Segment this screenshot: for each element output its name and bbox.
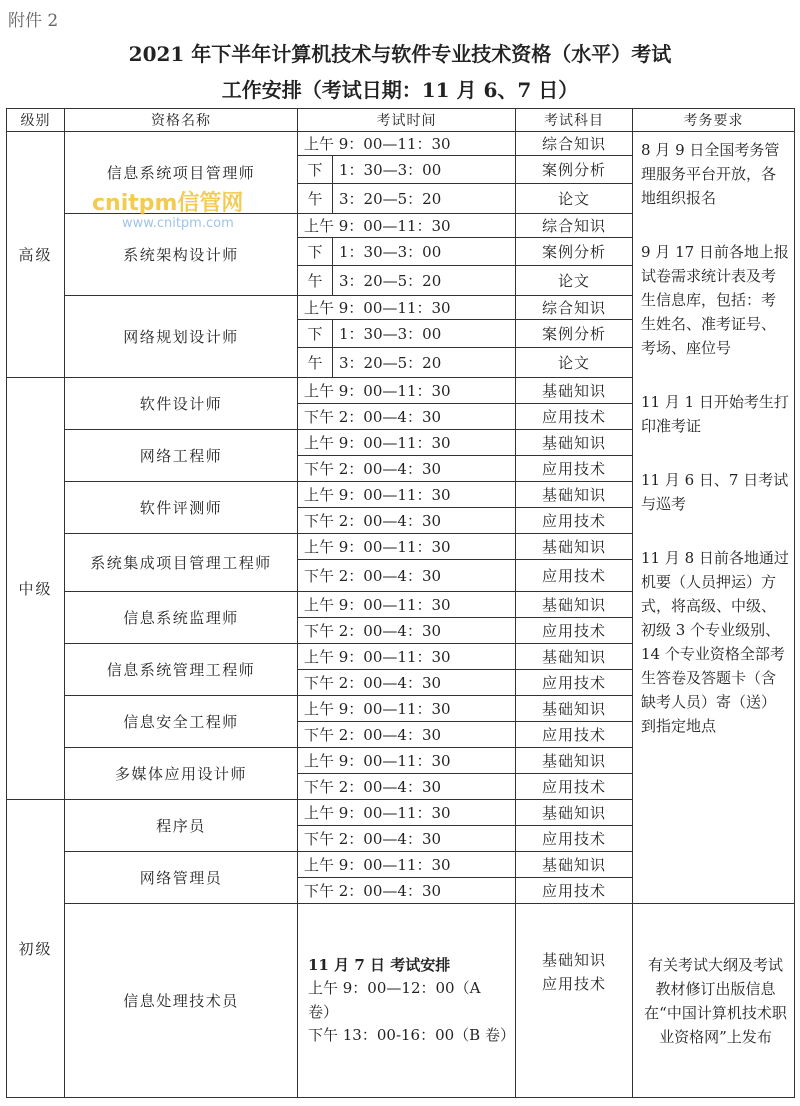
qualification-name: 网络规划设计师	[65, 296, 298, 378]
exam-subject: 案例分析	[516, 156, 633, 184]
exam-time-pm: 下午 2：00—4：30	[298, 670, 516, 696]
exam-subject: 基础知识	[516, 800, 633, 826]
exam-time-am: 上午 9：00—11：30	[298, 696, 516, 722]
exam-time-am: 上午 9：00—11：30	[298, 378, 516, 404]
exam-subject: 应用技术	[516, 618, 633, 644]
exam-subject: 基础知识	[516, 852, 633, 878]
exam-time-am: 上午 9：00—11：30	[298, 644, 516, 670]
pm-label-bottom: 午	[298, 266, 333, 296]
exam-time-pm2: 3：20—5：20	[333, 348, 516, 378]
header-exam-time: 考试时间	[298, 109, 516, 132]
table-row	[7, 132, 795, 156]
exam-subject: 应用技术	[516, 456, 633, 482]
exam-time-am: 上午 9：00—11：30	[298, 800, 516, 826]
level-junior: 初级	[7, 800, 65, 1098]
exam-subject: 应用技术	[516, 722, 633, 748]
qualification-name: 信息安全工程师	[65, 696, 298, 748]
exam-subject: 基础知识	[516, 644, 633, 670]
exam-time-pm: 下午 2：00—4：30	[298, 456, 516, 482]
qualification-name: 软件设计师	[65, 378, 298, 430]
level-intermediate: 中级	[7, 378, 65, 800]
attachment-label: 附件 2	[8, 11, 59, 31]
exam-subject: 应用技术	[516, 404, 633, 430]
qualification-name: 网络工程师	[65, 430, 298, 482]
qualification-name: 信息系统监理师	[65, 592, 298, 644]
exam-subject: 综合知识	[516, 296, 633, 320]
exam-time-am: 上午 9：00—11：30	[298, 748, 516, 774]
exam-time-pm2: 3：20—5：20	[333, 184, 516, 214]
qualification-name: 网络管理员	[65, 852, 298, 904]
requirement-item: 11 月 6 日、7 日考试与巡考	[641, 471, 789, 513]
requirement-item: 11 月 8 日前各地通过机要（人员押运）方式，将高级、中级、初级 3 个专业级别、14 个专业资格全部考生答卷及答题卡（含缺考人员）寄（送）到指定地点	[641, 549, 789, 735]
exam-subject: 基础知识	[516, 748, 633, 774]
exam-time-am: 上午 9：00—11：30	[298, 430, 516, 456]
special-exam-am: 上午 9：00—12：00（A 卷）	[308, 979, 481, 1021]
table-header-row	[7, 109, 795, 132]
exam-time-am: 上午 9：00—11：30	[298, 852, 516, 878]
watermark-url: www.cnitpm.com	[122, 216, 234, 231]
requirements-cell	[633, 132, 795, 904]
requirement-item: 11 月 1 日开始考生打印准考证	[641, 393, 789, 435]
exam-time-pm: 下午 2：00—4：30	[298, 618, 516, 644]
exam-time-pm1: 1：30—3：00	[333, 238, 516, 266]
qualification-name: 信息系统项目管理师	[65, 132, 298, 214]
exam-time-pm: 下午 2：00—4：30	[298, 826, 516, 852]
exam-time-pm: 下午 2：00—4：30	[298, 878, 516, 904]
exam-time-pm1: 1：30—3：00	[333, 320, 516, 348]
exam-time-pm2: 3：20—5：20	[333, 266, 516, 296]
exam-subject: 应用技术	[516, 878, 633, 904]
exam-subject: 基础知识	[516, 378, 633, 404]
exam-subject: 论文	[516, 184, 633, 214]
exam-subject: 应用技术	[516, 508, 633, 534]
exam-subject: 论文	[516, 348, 633, 378]
exam-syllabus-note: 有关考试大纲及考试教材修订出版信息在“中国计算机技术职业资格网”上发布	[633, 904, 795, 1098]
qualification-name: 系统集成项目管理工程师	[65, 534, 298, 592]
special-exam-heading: 11 月 7 日 考试安排	[308, 956, 451, 974]
exam-time-am: 上午 9：00—11：30	[298, 132, 516, 156]
qualification-name: 多媒体应用设计师	[65, 748, 298, 800]
exam-subject: 综合知识	[516, 214, 633, 238]
exam-time-am: 上午 9：00—11：30	[298, 534, 516, 560]
special-exam-pm: 下午 13：00-16：00（B 卷）	[308, 1025, 515, 1044]
document-title: 2021 年下半年计算机技术与软件专业技术资格（水平）考试	[128, 42, 672, 66]
exam-time-am: 上午 9：00—11：30	[298, 296, 516, 320]
exam-subject: 案例分析	[516, 238, 633, 266]
header-qualification: 资格名称	[65, 109, 298, 132]
exam-time-pm: 下午 2：00—4：30	[298, 560, 516, 592]
exam-subject: 应用技术	[516, 774, 633, 800]
pm-label-top: 下	[298, 320, 333, 348]
exam-subject: 基础知识	[516, 592, 633, 618]
requirement-item: 9 月 17 日前各地上报试卷需求统计表及考生信息库，包括：考生姓名、准考证号、考场、座位号	[641, 243, 789, 357]
qualification-name: 软件评测师	[65, 482, 298, 534]
exam-time-am: 上午 9：00—11：30	[298, 482, 516, 508]
exam-time-pm: 下午 2：00—4：30	[298, 508, 516, 534]
exam-subject: 基础知识	[516, 430, 633, 456]
header-requirements: 考务要求	[633, 109, 795, 132]
watermark-logo: cnitpm信管网	[92, 191, 244, 216]
level-senior: 高级	[7, 132, 65, 378]
special-exam-subjects	[516, 904, 633, 1098]
exam-time-am: 上午 9：00—11：30	[298, 214, 516, 238]
header-subject: 考试科目	[516, 109, 633, 132]
qualification-name: 程序员	[65, 800, 298, 852]
exam-time-pm1: 1：30—3：00	[333, 156, 516, 184]
qualification-name: 信息系统管理工程师	[65, 644, 298, 696]
qualification-name: 信息处理技术员	[65, 904, 298, 1098]
exam-time-pm: 下午 2：00—4：30	[298, 722, 516, 748]
exam-subject: 论文	[516, 266, 633, 296]
exam-subject: 案例分析	[516, 320, 633, 348]
document-subtitle: 工作安排（考试日期：11 月 6、7 日）	[221, 78, 579, 102]
exam-subject: 应用技术	[516, 826, 633, 852]
pm-label-top: 下	[298, 156, 333, 184]
exam-subject: 基础知识	[541, 951, 606, 969]
exam-time-pm: 下午 2：00—4：30	[298, 774, 516, 800]
exam-subject: 基础知识	[516, 534, 633, 560]
pm-label-top: 下	[298, 238, 333, 266]
pm-label-bottom: 午	[298, 348, 333, 378]
table-row	[7, 904, 795, 1098]
qualification-name: 系统架构设计师	[65, 214, 298, 296]
header-level: 级别	[7, 109, 65, 132]
exam-subject: 应用技术	[541, 975, 606, 993]
pm-label-bottom: 午	[298, 184, 333, 214]
exam-time-am: 上午 9：00—11：30	[298, 592, 516, 618]
exam-subject: 应用技术	[516, 560, 633, 592]
exam-subject: 基础知识	[516, 482, 633, 508]
exam-subject: 应用技术	[516, 670, 633, 696]
exam-time-pm: 下午 2：00—4：30	[298, 404, 516, 430]
exam-subject: 基础知识	[516, 696, 633, 722]
exam-schedule-table	[6, 108, 795, 1098]
special-exam-time	[298, 904, 516, 1098]
requirement-item: 8 月 9 日全国考务管理服务平台开放，各地组织报名	[641, 141, 780, 207]
exam-subject: 综合知识	[516, 132, 633, 156]
table-body	[7, 132, 795, 1098]
